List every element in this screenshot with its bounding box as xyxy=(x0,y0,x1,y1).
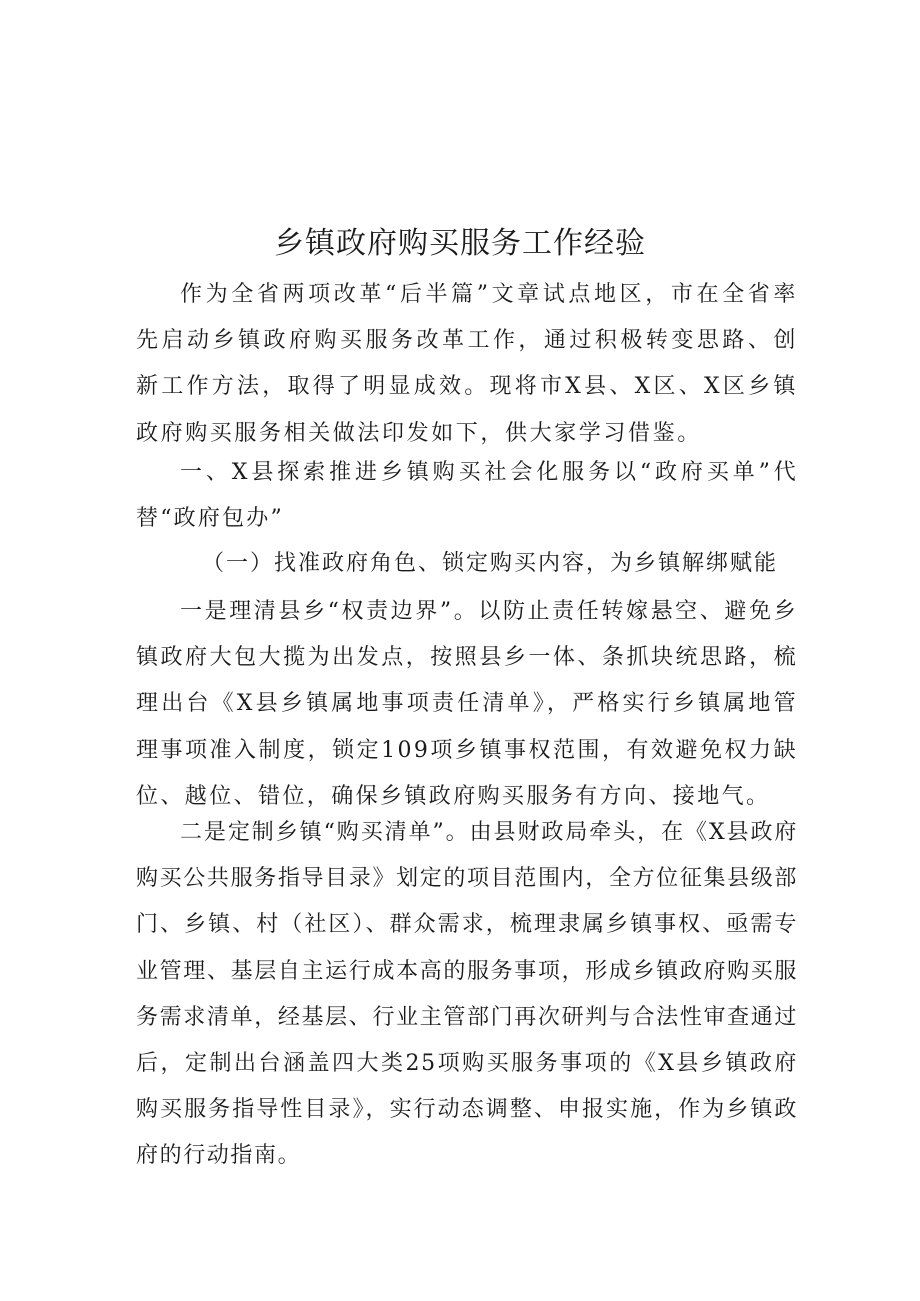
intro-paragraph: 作为全省两项改革“后半篇”文章试点地区，市在全省率先启动乡镇政府购买服务改革工作，通过积极转变思路、创新工作方法，取得了明显成效。现将市X县、X区、X区乡镇政府购买服务相关做法印发如下，供大家学习借鉴。 xyxy=(136,282,798,446)
point-paragraph-1: 一是理清县乡“权责边界”。以防止责任转嫁悬空、避免乡镇政府大包大揽为出发点，按照县乡一体、条抓块统思路，梳理出台《X县乡镇属地事项责任清单》，严格实行乡镇属地管理事项准入制度，锁定109项乡镇事权范围，有效避免权力缺位、越位、错位，确保乡镇政府购买服务有方向、接地气。 xyxy=(136,599,798,809)
document-title: 乡镇政府购买服务工作经验 xyxy=(274,226,646,261)
section-heading-1: 一、X县探索推进乡镇购买社会化服务以“政府买单”代替“政府包办” xyxy=(136,460,798,532)
point-paragraph-2: 二是定制乡镇“购买清单”。由县财政局牵头，在《X县政府购买公共服务指导目录》划定的项目范围内，全方位征集县级部门、乡镇、村（社区）、群众需求，梳理隶属乡镇事权、亟需专业管理、基层自主运行成本高的服务事项，形成乡镇政府购买服务需求清单，经基层、行业主管部门再次研判与合法性审查通过后，定制出台涵盖四大类25项购买服务事项的《X县乡镇政府购买服务指导性目录》，实行动态调整、申报实施，作为乡镇政府的行动指南。 xyxy=(136,820,798,1169)
subsection-heading-1: （一）找准政府角色、锁定购买内容，为乡镇解绑赋能 xyxy=(202,551,779,576)
